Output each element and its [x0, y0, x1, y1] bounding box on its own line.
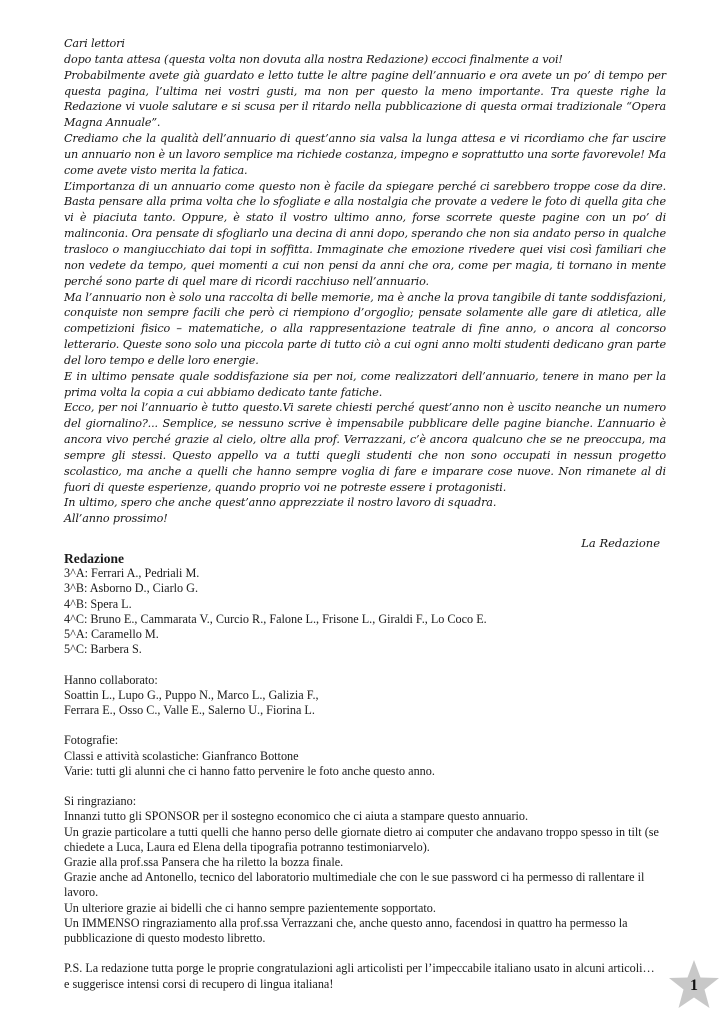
letter-paragraph: E in ultimo pensate quale soddisfazione sia per noi, come realizzatori dell’annuario, tenere in mano per la prima volta la copia a cui abbiamo dedicato tante fatiche.	[64, 369, 666, 399]
redazione-member: 4^C: Bruno E., Cammarata V., Curcio R., Falone L., Frisone L., Giraldi F., Lo Coco E.	[64, 611, 487, 626]
letter-paragraph: In ultimo, spero che anche quest’anno apprezziate il nostro lavoro di squadra.	[64, 496, 497, 510]
redazione-member: 4^B: Spera L.	[64, 596, 132, 611]
fotografie-heading: Fotografie:	[64, 733, 119, 748]
redazione-member: 3^A: Ferrari A., Pedriali M.	[64, 566, 200, 581]
ringraziamento: Un ulteriore grazie ai bidelli che ci hanno sempre pazientemente sopportato.	[64, 900, 436, 915]
ringraziamento: Innanzi tutto gli SPONSOR per il sostegno economico che ci aiuta a stampare questo annuario.	[64, 809, 529, 824]
redazione-member: 5^C: Barbera S.	[64, 642, 142, 657]
fotografie-line: Varie: tutti gli alunni che ci hanno fatto pervenire le foto anche questo anno.	[64, 763, 435, 778]
redazione-member: 5^A: Caramello M.	[64, 627, 159, 642]
collaboratori-line: Soattin L., Lupo G., Puppo N., Marco L., Galizia F.,	[64, 687, 319, 702]
letter-closing: All’anno prossimo!	[64, 512, 168, 526]
redazione-member: 3^B: Asborno D., Ciarlo G.	[64, 581, 199, 596]
page-number-badge	[666, 958, 722, 1014]
page-number: 1	[690, 977, 698, 994]
ringraziamento: Grazie alla prof.ssa Pansera che ha riletto la bozza finale.	[64, 855, 344, 870]
letter-paragraph: Crediamo che la qualità dell’annuario di quest’anno sia valsa la lunga attesa e vi ricordiamo che far uscire un annuario non è un lavoro semplice ma richiede costanza, impegno e soprattutto una sorte favorevole! Ma come avete visto merita la fatica.	[64, 132, 666, 177]
ps-line: P.S. La redazione tutta porge le proprie congratulazioni agli articolisti per l’impeccabile italiano usato in alcuni articoli…	[64, 961, 655, 976]
letter-paragraph: dopo tanta attesa (questa volta non dovuta alla nostra Redazione) eccoci finalmente a voi!	[64, 52, 563, 66]
letter-paragraph: Ecco, per noi l’annuario è tutto questo.Vi sarete chiesti perché quest’anno non è uscito neanche un numero del giornalino?... Semplice, se nessuno scrive è impensabile pubblicare delle pagine bianche. L’annuario è ancora vivo perché grazie al cielo, oltre alla prof. Verrazzani, c’è ancora qualcuno che se ne preoccupa, ma sempre gli stessi. Questo appello va a tutti quegli studenti che non sono occupati in nessun progetto scolastico, ma anche a quelli che hanno sempre voglia di fare e imparare cose nuove. Non rimanete al di fuori di queste esperienze, quando proprio voi ne potreste essere i protagonisti.	[64, 401, 666, 494]
ringraziamento: Grazie anche ad Antonello, tecnico del laboratorio multimediale che con le sue password ci ha permesso di rallentare il lavoro.	[64, 870, 645, 900]
letter-greeting: Cari lettori	[64, 37, 125, 50]
letter-paragraph: Ma l’annuario non è solo una raccolta di belle memorie, ma è anche la prova tangibile di tante soddisfazioni, conquiste non sempre facili che però ci riempiono d’orgoglio; pensate solamente alle gare di atletica, alle competizioni fisico – matematiche, o alla rappresentazione teatrale di fine anno, o ancora al concorso letterario. Queste sono solo una piccola parte di tutto ciò a cui ogni anno molti studenti dedicano gran parte del loro tempo e delle loro energie.	[64, 290, 666, 367]
letter	[64, 36, 666, 527]
letter-paragraph: L’importanza di un annuario come questo non è facile da spiegare perché ci sarebbero troppe cose da dire. Basta pensare alla prima volta che lo sfogliate e alla nostalgia che provate a vedere le foto di quella gita che vi è piaciuta tanto. Oppure, è stato il vostro ultimo anno, forse scorrete queste pagine con un po’ di malinconia. Ora pensate di sfogliarlo una decina di anni dopo, sperando che non sia andato perso in qualche trasloco o mangiucchiato dai topi in soffitta. Immaginate che emozione rivedere quei visi così familiari che non vedete da tempo, quei momenti a cui non pensi da anni che ora, come per magia, ti tornano in mente perché sono parte di quel mare di ricordi racchiuso nell’annuario.	[64, 179, 666, 288]
letter-paragraph: Probabilmente avete già guardato e letto tutte le altre pagine dell’annuario e ora avete un po’ di tempo per questa pagina, l’ultima nei vostri gusti, ma non per questo la meno importante. Tra queste righe la Redazione vi vuole salutare e si scusa per il ritardo nella pubblicazione di questa ormai tradizionale “Opera Magna Annuale”.	[64, 68, 666, 130]
collaboratori-line: Ferrara E., Osso C., Valle E., Salerno U., Fiorina L.	[64, 703, 315, 718]
ringraziamenti-heading: Si ringraziano:	[64, 794, 137, 809]
ringraziamento: Un IMMENSO ringraziamento alla prof.ssa Verrazzani che, anche questo anno, facendosi in quattro ha permesso la pubblicazione di questo modesto libretto.	[64, 915, 628, 946]
redazione-heading: Redazione	[64, 551, 124, 566]
ps-line: e suggerisce intensi corsi di recupero di lingua italiana!	[64, 976, 334, 991]
collaboratori-heading: Hanno collaborato:	[64, 672, 158, 687]
fotografie-line: Classi e attività scolastiche: Gianfranco Bottone	[64, 748, 299, 763]
credits-section	[64, 551, 664, 992]
ringraziamento: Un grazie particolare a tutti quelli che hanno perso delle giornate dietro ai computer che andavano troppo spesso in tilt (se chiedete a Luca, Laura ed Elena della tipografia potranno testimoniarvelo).	[64, 824, 659, 854]
letter-signature: La Redazione	[581, 536, 660, 550]
